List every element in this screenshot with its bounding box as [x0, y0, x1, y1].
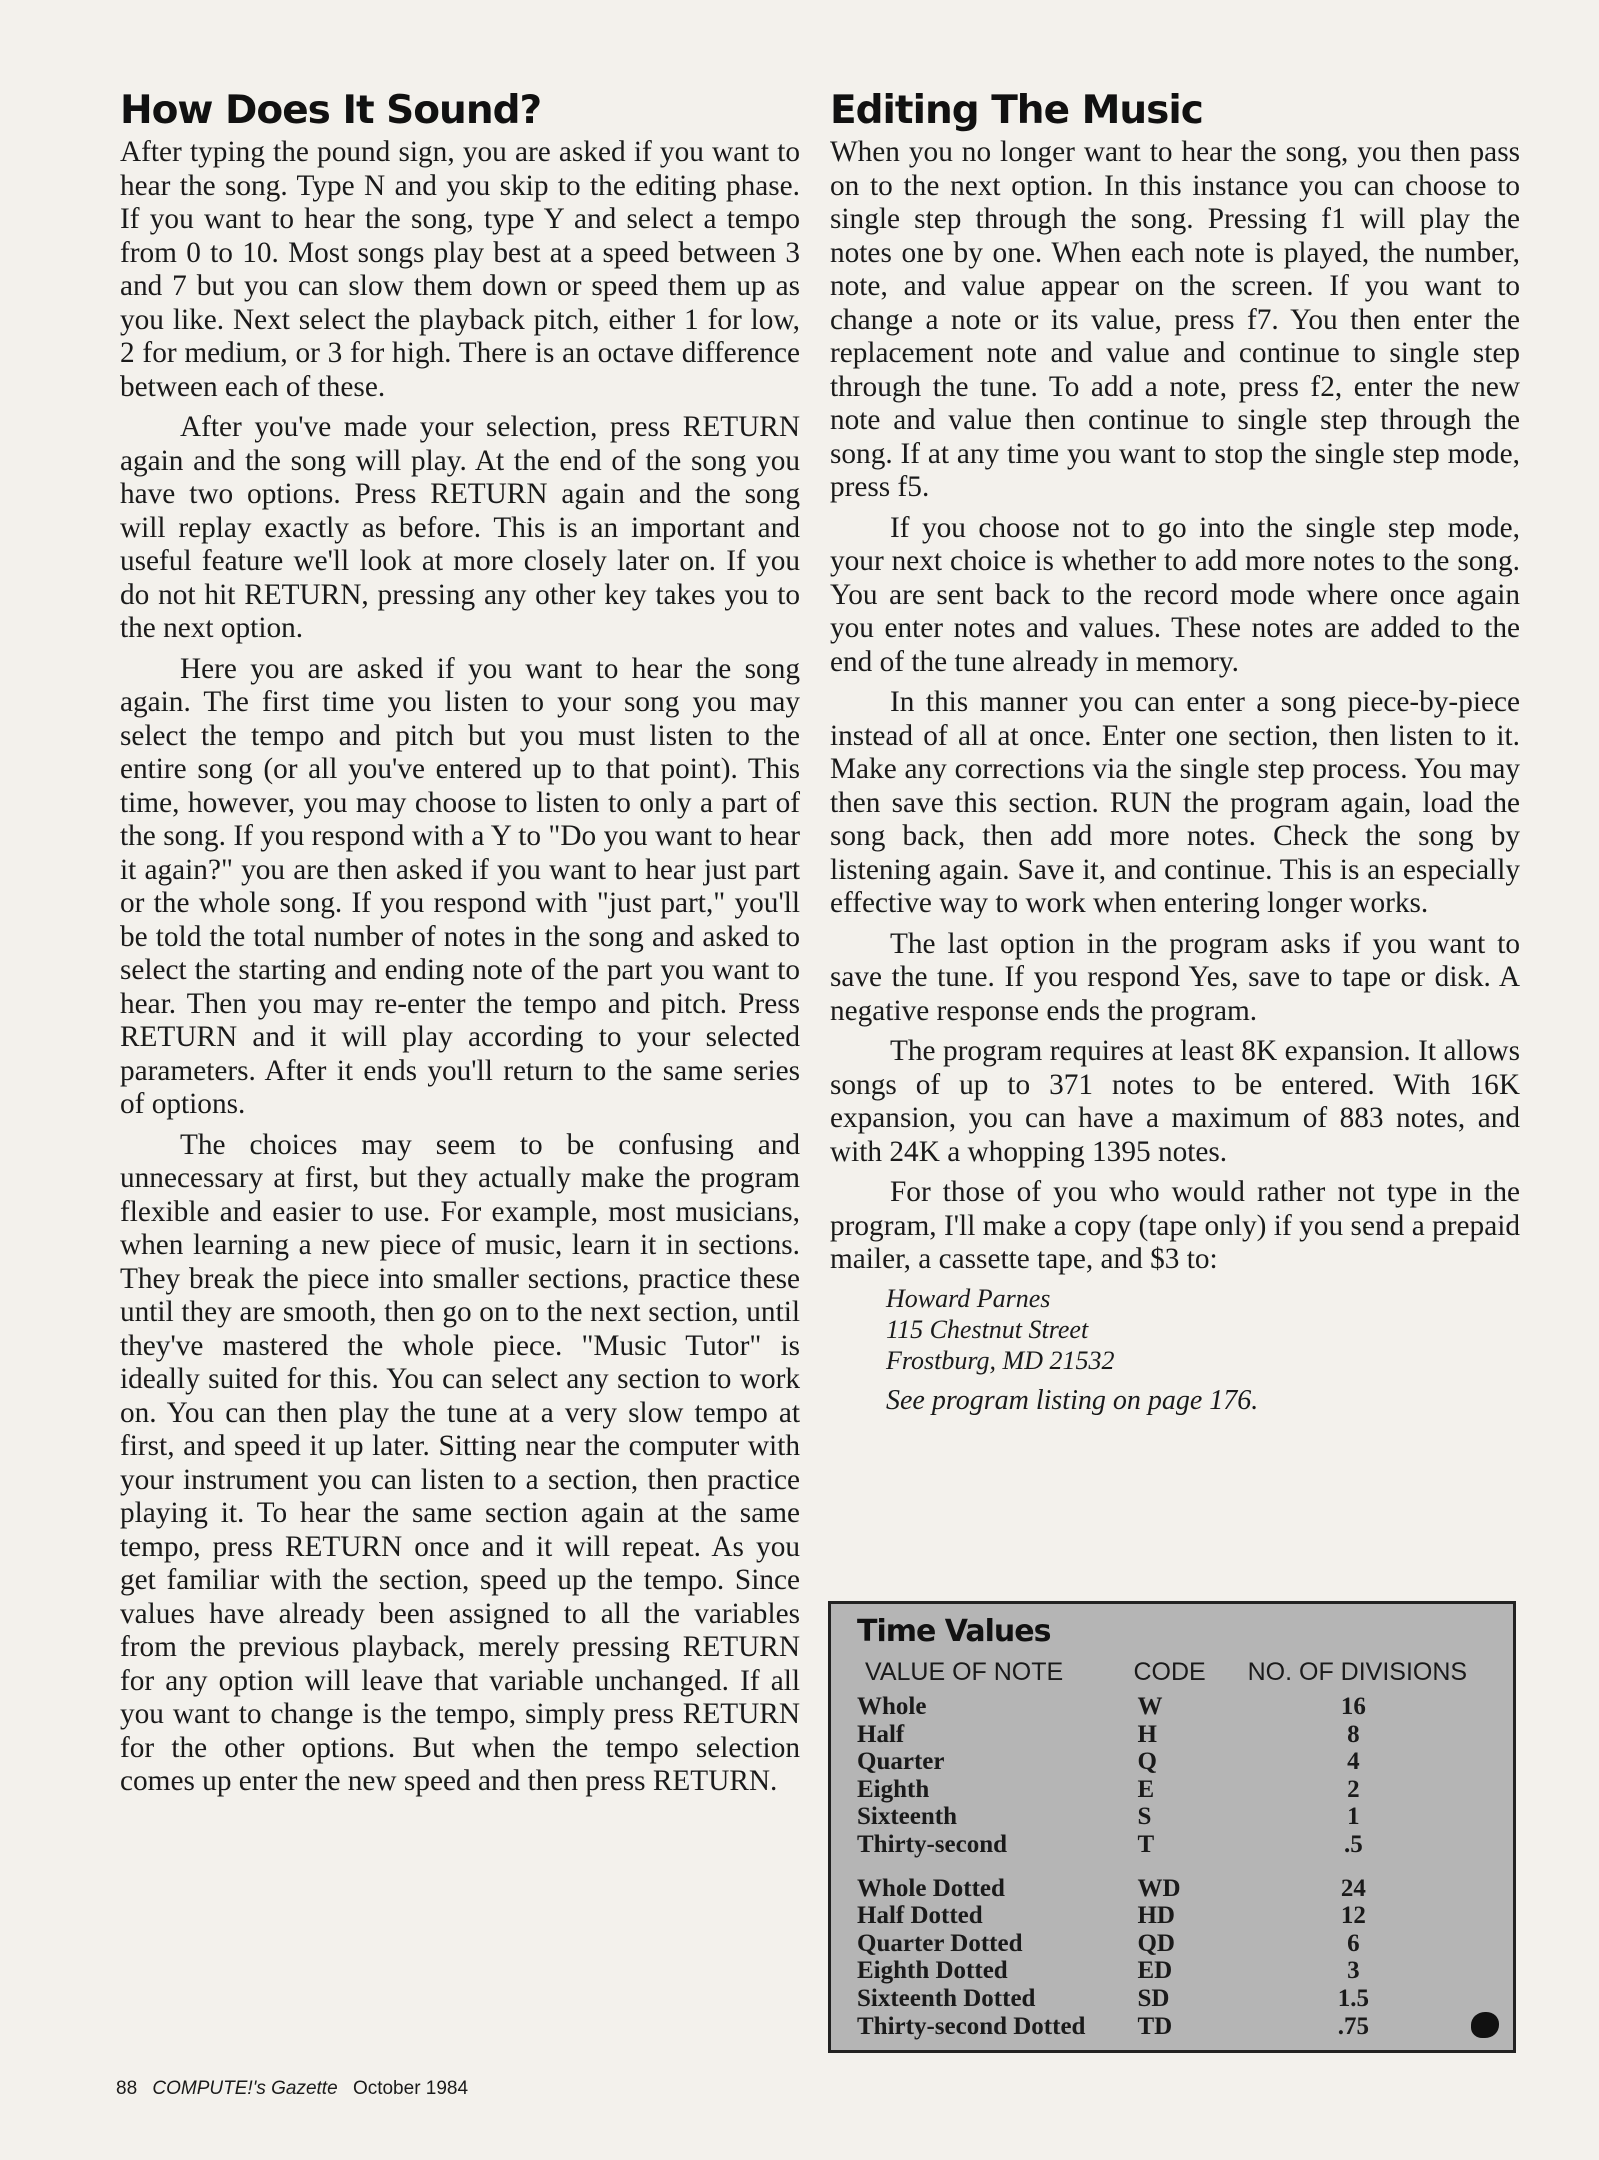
- cell-code: T: [1137, 1830, 1155, 1858]
- cell-note: Whole: [857, 1693, 927, 1720]
- right-paragraph-3: In this manner you can enter a song piece-by-piece instead of all at once. Enter one section, then listen to it. Make any corrections via the single step process. You may then save this section. RUN the program again, load the song back, then add more notes. Check the song by listening again. Save it, and continue. This is an especially effective way to work when entering longer works.: [830, 686, 1520, 919]
- cell-div: .5: [1343, 1830, 1363, 1858]
- cell-div: 4: [1347, 1748, 1360, 1776]
- table-row: [857, 1776, 1487, 1804]
- left-paragraph-4: The choices may seem to be confusing and unnecessary at first, but they actually make the program flexible and easier to use. For example, most musicians, when learning a new piece of music, learn it in sections. They break the piece into smaller sections, practice these until they are smooth, then go on to the next section, until they've mastered the whole piece. "Music Tutor" is ideally suited for this. You can select any section to work on. You can then play the tune at a very slow tempo at first, and speed it up later. Sitting near the computer with your instrument you can listen to a section, then practice playing it. To hear the same section again at the same tempo, press RETURN once and it will repeat. As you get familiar with the section, speed up the tempo. Since values have already been assigned to all the variables from the previous playback, merely pressing RETURN for any option will leave that variable unchanged. If all you want to change is the tempo, simply press RETURN for the other options. But when the tempo selection comes up enter the new speed and then press RETURN.: [120, 1128, 800, 1797]
- cell-div: 24: [1340, 1874, 1366, 1902]
- right-paragraph-1: When you no longer want to hear the song, you then pass on to the next option. In this instance you can choose to single step through the song. Pressing f1 will play the notes one by one. When each note is played, the number, note, and value appear on the screen. If you want to change a note or its value, press f7. You then enter the replacement note and value and continue to single step through the tune. To add a note, press f2, enter the new note and value then continue to single step through the song. If at any time you want to stop the single step mode, press f5.: [830, 136, 1520, 503]
- right-paragraph-6: For those of you who would rather not type in the program, I'll make a copy (tape only) if you send a prepaid mailer, a cassette tape, and $3 to:: [830, 1176, 1520, 1275]
- cell-note: Eighth Dotted: [857, 1957, 1008, 1985]
- cell-code: SD: [1137, 1984, 1170, 2012]
- right-paragraph-2: If you choose not to go into the single step mode, your next choice is whether to add more notes to the song. You are sent back to the record mode where once again you enter notes and values. These notes are added to the end of the tune already in memory.: [830, 511, 1520, 678]
- cell-div: 3: [1347, 1957, 1360, 1985]
- address-city: Frostburg, MD 21532: [886, 1345, 1115, 1375]
- table-body: [857, 1693, 1487, 2040]
- table-row: [857, 1985, 1487, 2013]
- program-listing-reference: See program listing on page 176.: [886, 1384, 1259, 1416]
- header-value-of-note: VALUE OF NOTE: [865, 1658, 1064, 1686]
- cell-div: 2: [1347, 1775, 1360, 1803]
- cell-code: ED: [1137, 1957, 1173, 1985]
- cell-note: Sixteenth Dotted: [857, 1984, 1036, 2012]
- table-row: [857, 1831, 1487, 1859]
- heading-how-does-it-sound: How Does It Sound?: [120, 88, 542, 133]
- table-row: [857, 1693, 1487, 1721]
- address-street: 115 Chestnut Street: [886, 1314, 1089, 1344]
- cell-code: Q: [1137, 1748, 1157, 1776]
- table-row: [857, 1930, 1487, 1958]
- end-mark-icon: [1471, 2012, 1499, 2038]
- table-row: [857, 1748, 1487, 1776]
- publication-name: COMPUTE!'s Gazette: [152, 2078, 338, 2099]
- cell-note: Quarter Dotted: [857, 1929, 1023, 1957]
- cell-div: 1: [1347, 1803, 1360, 1831]
- cell-div: 1.5: [1337, 1984, 1369, 2012]
- table-header-row: [857, 1658, 1487, 1693]
- cell-div: 16: [1340, 1693, 1366, 1720]
- table-row: [857, 1859, 1487, 1903]
- cell-code: QD: [1137, 1929, 1175, 1957]
- time-values-table: [857, 1658, 1487, 2040]
- left-column: [120, 88, 800, 1799]
- page-number: 88: [116, 2078, 138, 2099]
- time-values-box: [828, 1601, 1516, 2053]
- cell-div: 6: [1347, 1929, 1360, 1957]
- table-row: [857, 2013, 1487, 2041]
- right-column: [830, 88, 1520, 1418]
- cell-div: 12: [1340, 1902, 1366, 1930]
- left-paragraph-3: Here you are asked if you want to hear the song again. The first time you listen to your song you may select the tempo and pitch but you must listen to the entire song (or all you've entered up to that point). This time, however, you may choose to listen to only a part of the song. If you respond with a Y to "Do you want to hear it again?" you are then asked if you want to hear just part or the whole song. If you respond with "just part," you'll be told the total number of notes in the song and asked to select the starting and ending note of the part you want to hear. Then you may re-enter the tempo and pitch. Press RETURN and it will play according to your selected parameters. After it ends you'll return to the same series of options.: [120, 652, 800, 1120]
- page-footer: [116, 2078, 478, 2100]
- cell-div: 8: [1347, 1720, 1360, 1748]
- cell-note: Quarter: [857, 1748, 945, 1776]
- left-paragraph-1: After typing the pound sign, you are asked if you want to hear the song. Type N and you skip to the editing phase. If you want to hear the song, type Y and select a tempo from 0 to 10. Most songs play best at a speed between 3 and 7 but you can slow them down or speed them up as you like. Next select the playback pitch, either 1 for low, 2 for medium, or 3 for high. There is an octave difference between each of these.: [120, 136, 800, 403]
- cell-code: TD: [1137, 2012, 1173, 2040]
- table-row: [857, 1803, 1487, 1831]
- header-divisions: NO. OF DIVISIONS: [1247, 1658, 1468, 1686]
- cell-code: S: [1137, 1803, 1152, 1831]
- cell-note: Eighth: [857, 1775, 930, 1803]
- cell-code: W: [1137, 1693, 1163, 1720]
- cell-div: .75: [1337, 2012, 1369, 2040]
- cell-code: WD: [1137, 1874, 1181, 1902]
- mailing-address: [886, 1283, 1520, 1376]
- table-row: [857, 1957, 1487, 1985]
- left-paragraph-2: After you've made your selection, press RETURN again and the song will play. At the end of the song you have two options. Press RETURN again and the song will replay exactly as before. This is an important and useful feature we'll look at more closely later on. If you do not hit RETURN, pressing any other key takes you to the next option.: [120, 411, 800, 644]
- heading-editing-the-music: Editing The Music: [830, 88, 1203, 133]
- cell-code: HD: [1137, 1902, 1175, 1930]
- issue-date: October 1984: [352, 2078, 469, 2099]
- cell-note: Sixteenth: [857, 1803, 957, 1831]
- cell-note: Half: [857, 1720, 905, 1748]
- address-name: Howard Parnes: [886, 1283, 1051, 1313]
- right-paragraph-5: The program requires at least 8K expansion. It allows songs of up to 371 notes to be entered. With 16K expansion, you can have a maximum of 883 notes, and with 24K a whopping 1395 notes.: [830, 1035, 1520, 1168]
- table-row: [857, 1721, 1487, 1749]
- cell-note: Whole Dotted: [857, 1874, 1005, 1902]
- time-values-title: Time Values: [857, 1614, 1051, 1649]
- cell-note: Half Dotted: [857, 1902, 983, 1930]
- table-row: [857, 1902, 1487, 1930]
- cell-note: Thirty-second: [857, 1830, 1007, 1858]
- header-code: CODE: [1133, 1658, 1206, 1686]
- cell-code: E: [1137, 1775, 1155, 1803]
- cell-note: Thirty-second Dotted: [857, 2012, 1086, 2040]
- cell-code: H: [1137, 1720, 1157, 1748]
- right-paragraph-4: The last option in the program asks if you want to save the tune. If you respond Yes, save to tape or disk. A negative response ends the program.: [830, 927, 1520, 1027]
